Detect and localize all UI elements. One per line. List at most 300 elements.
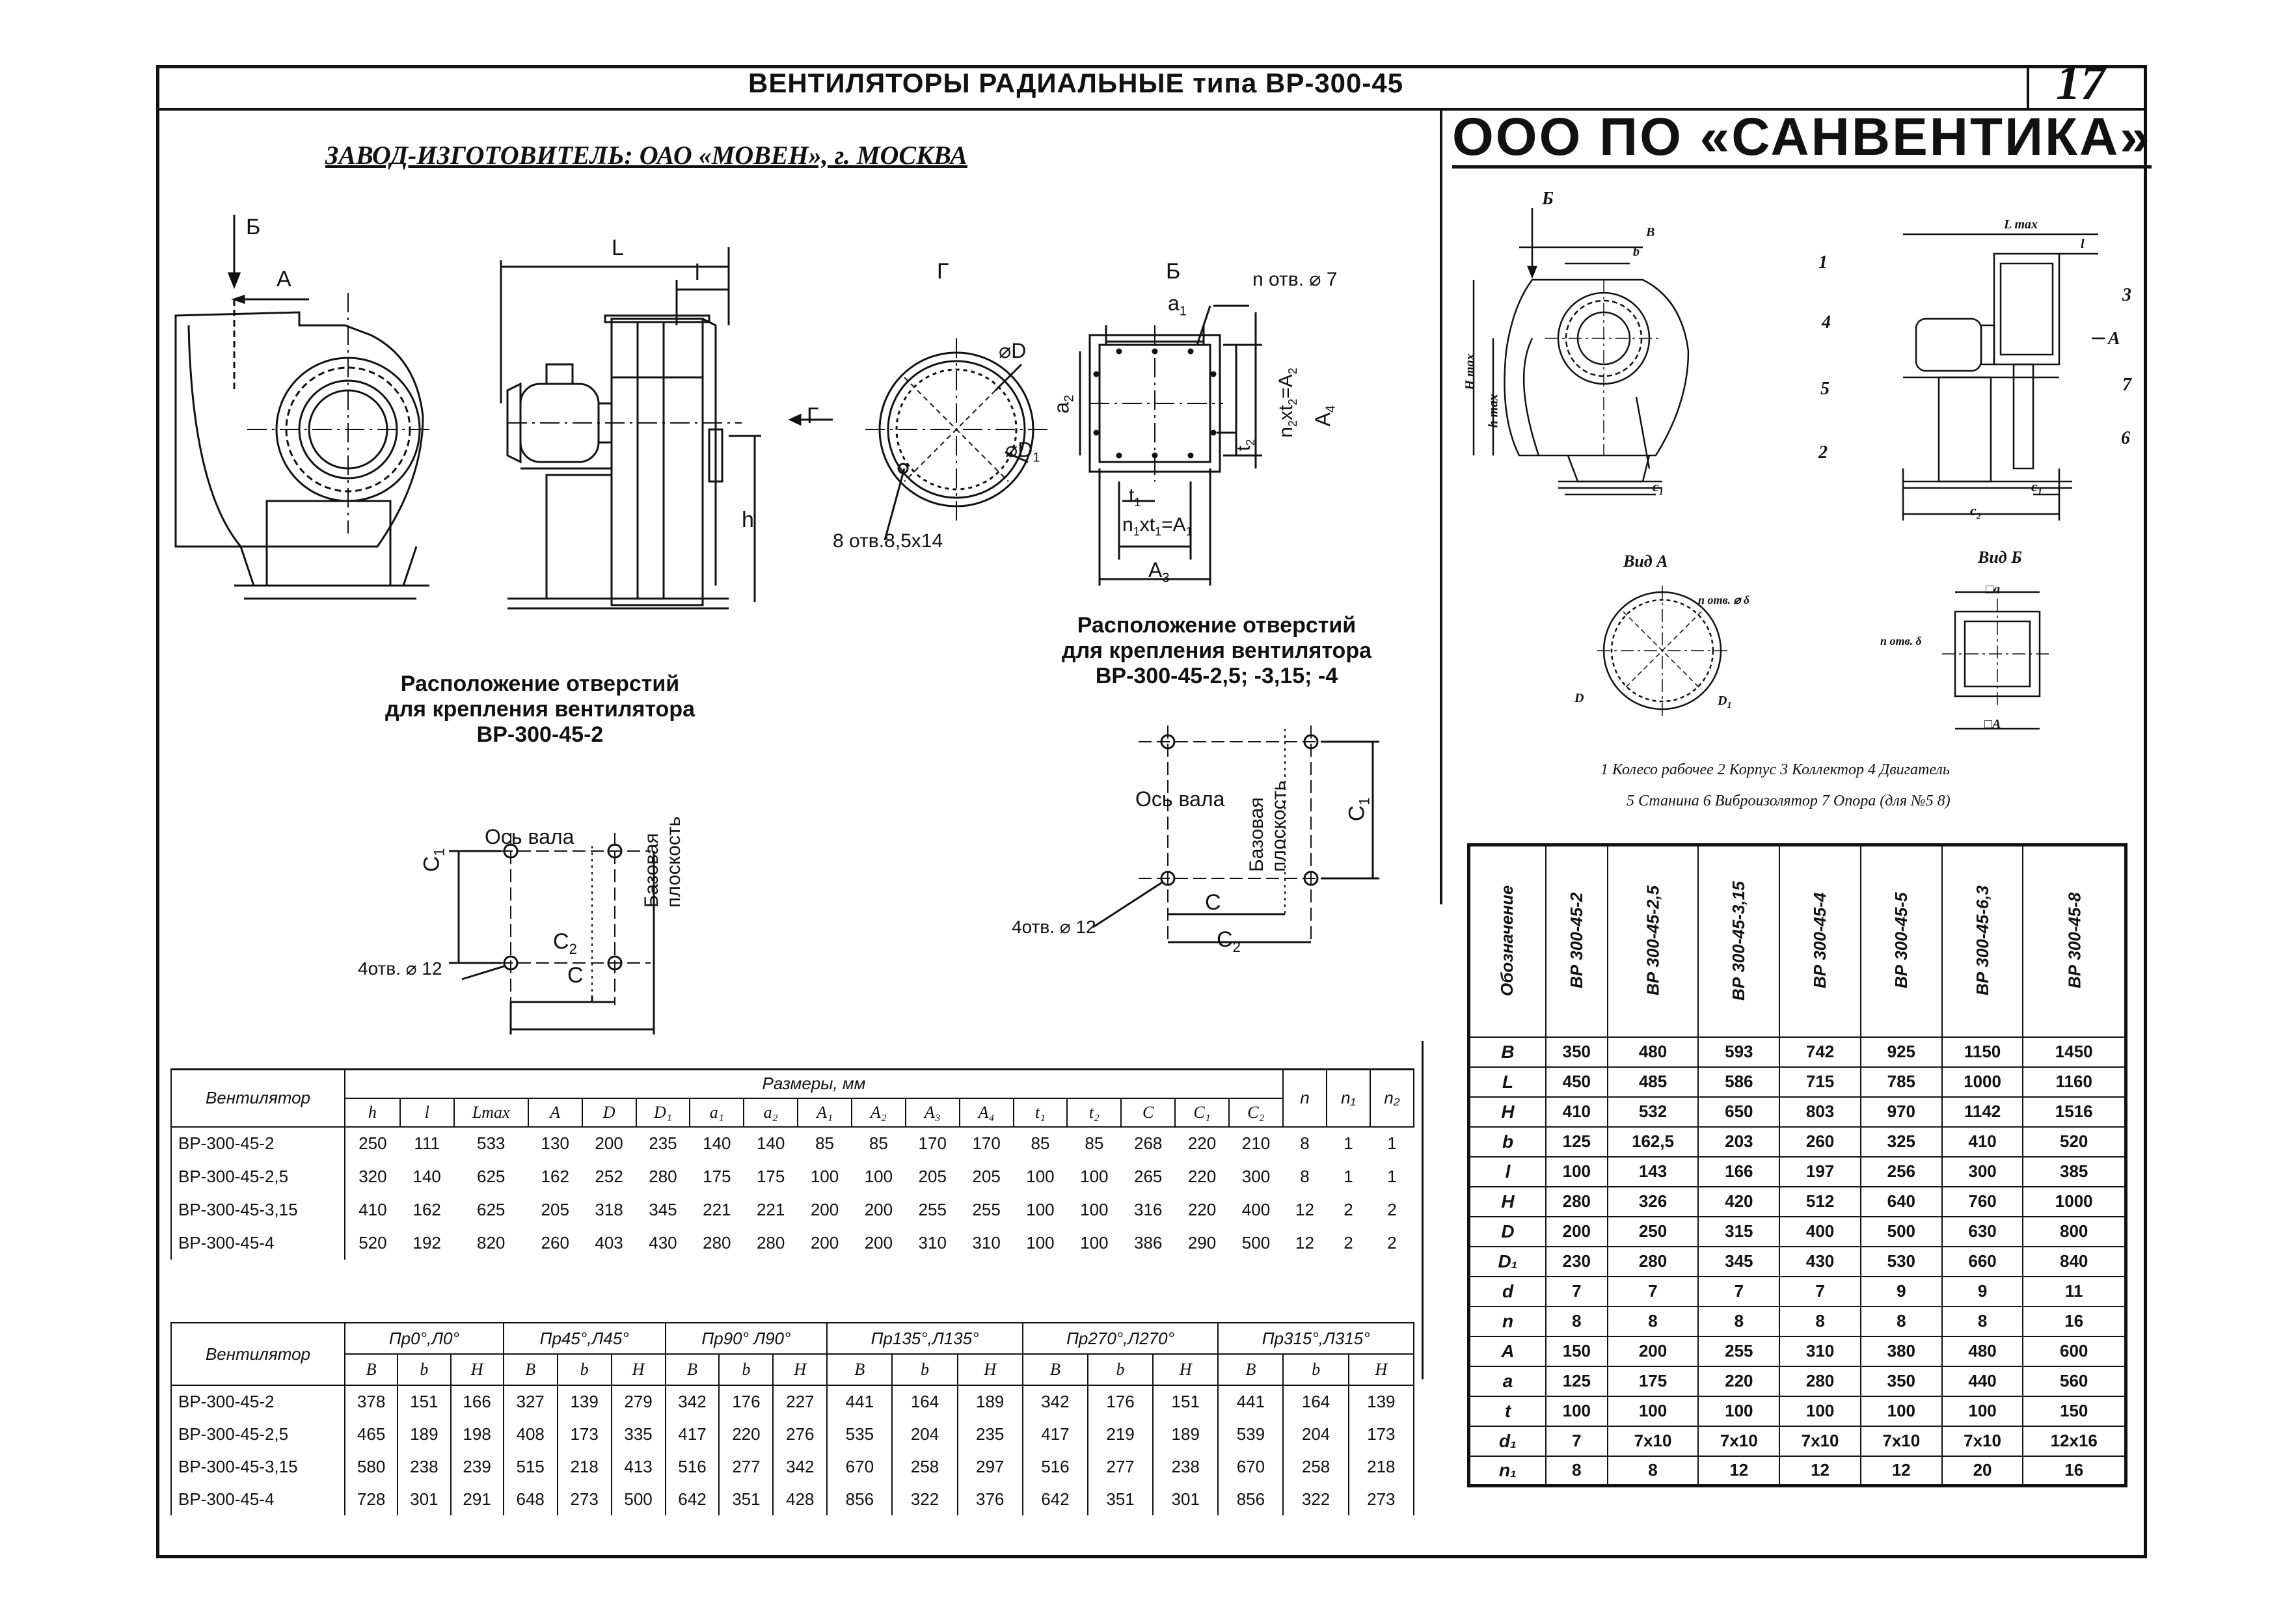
right-table-model: ВР 300-45-3,15 [1698, 845, 1779, 1037]
holes-left-c2: $C_2$ [553, 929, 577, 957]
pos-table-cell: 151 [1153, 1385, 1218, 1418]
dim-table-cell: 2 [1387, 1232, 1397, 1253]
page-title: ВЕНТИЛЯТОРЫ РАДИАЛЬНЫЕ типа ВР-300-45 [748, 68, 1404, 98]
pos-table-header-row [171, 1323, 1414, 1354]
pos-table-cell: 856 [1218, 1483, 1283, 1515]
dim-table-cell: 280 [703, 1232, 731, 1253]
right-table-cell: 480 [1608, 1037, 1699, 1067]
dim-table-cell: 100 [1080, 1199, 1109, 1219]
dim-table-cell: 140 [412, 1166, 441, 1186]
right-table-cell: 203 [1698, 1127, 1779, 1157]
rd-hmax: H max [1463, 353, 1478, 390]
holes-right-title: Расположение отверстий для крепления вентилятора ВР-300-45-2,5; -3,15; -4 [1061, 613, 1372, 689]
dim-table-fan-name: ВР-300-45-2 [171, 1127, 345, 1160]
right-table-cell: 1150 [1942, 1037, 2023, 1067]
dim-table-cell: 200 [595, 1133, 623, 1153]
label-view-g-arrow: Г [807, 403, 819, 428]
rd-D: D [1574, 691, 1584, 705]
right-table-cell: 8 [1779, 1307, 1861, 1336]
dim-table-cell: 2 [1344, 1199, 1353, 1219]
pos-table-subheader-row [171, 1354, 1414, 1385]
pos-table-sub-header: b [1088, 1354, 1153, 1385]
right-table-cell: 200 [1546, 1217, 1608, 1247]
pos-table-fan-name: ВР-300-45-2,5 [171, 1418, 345, 1450]
pos-table-sub-header: b [398, 1354, 450, 1385]
pos-table-cell: 189 [398, 1418, 450, 1450]
right-table-cell: 715 [1779, 1067, 1861, 1097]
holes-right-holes: 4отв. ⌀ 12 [1012, 917, 1096, 937]
dim-table-cell: 8 [1300, 1133, 1310, 1153]
right-table-row-label: A [1469, 1336, 1546, 1366]
dim-table-cell: 1 [1344, 1166, 1353, 1186]
pos-table-cell: 428 [773, 1483, 827, 1515]
pos-table-cell: 441 [1218, 1385, 1283, 1418]
holes-left-c: C [567, 963, 584, 988]
right-table-cell: 410 [1942, 1127, 2023, 1157]
dim-table-cell: 162 [541, 1166, 569, 1186]
dim-table-n-header: n₂ [1370, 1070, 1414, 1127]
mounting-holes-right [1093, 725, 1379, 943]
rd-callout-4: 4 [1822, 312, 1831, 332]
pos-table-cell: 279 [612, 1385, 666, 1418]
pos-table-sub-header: H [612, 1354, 666, 1385]
company-name: ООО ПО «САНВЕНТИКА» [1452, 109, 2152, 169]
right-table-cell: 100 [1942, 1396, 2023, 1426]
pos-table-cell: 277 [719, 1450, 773, 1483]
right-table-cell: 8 [1698, 1307, 1779, 1336]
right-table-row [1469, 1217, 2126, 1247]
pos-table-cell: 139 [1349, 1385, 1414, 1418]
dim-table-col-header: t₁ [1014, 1098, 1068, 1127]
right-table-cell: 100 [1698, 1396, 1779, 1426]
right-table-cell: 20 [1942, 1456, 2023, 1486]
dim-table-cell: 85 [1031, 1133, 1050, 1153]
pos-table-sub-header: b [1283, 1354, 1348, 1385]
positions-table [170, 1322, 1414, 1515]
rd-view-a: Вид А [1623, 552, 1668, 571]
rd-legend-2: 5 Станина 6 Виброизолятор 7 Опора (для №5 8) [1627, 792, 1951, 809]
pos-table-cell: 351 [1088, 1483, 1153, 1515]
dim-table-cell: 100 [1026, 1166, 1055, 1186]
right-table-cell: 197 [1779, 1157, 1861, 1187]
right-table-cell: 100 [1779, 1396, 1861, 1426]
pos-table-fan-name: ВР-300-45-2 [171, 1385, 345, 1418]
dim-table-cell: 170 [918, 1133, 947, 1153]
right-table-cell: 7 [1608, 1277, 1699, 1307]
right-table-cell: 485 [1608, 1067, 1699, 1097]
right-table-cell: 250 [1608, 1217, 1699, 1247]
label-dim-h: h [742, 508, 754, 532]
pos-table-cell: 258 [892, 1450, 957, 1483]
right-table-row-label: n₁ [1469, 1456, 1546, 1486]
pos-table-cell: 151 [398, 1385, 450, 1418]
pos-table-sub-header: H [451, 1354, 504, 1385]
right-table-cell: 7x10 [1779, 1426, 1861, 1456]
pos-table-cell: 535 [827, 1418, 892, 1450]
right-table-cell: 1142 [1942, 1097, 2023, 1127]
dim-table-col-header: a₂ [744, 1098, 798, 1127]
right-table-cell: 12x16 [2023, 1426, 2126, 1456]
dim-table-cell: 345 [649, 1199, 677, 1219]
pos-table-cell: 297 [958, 1450, 1023, 1483]
dim-table-fan-header: Вентилятор [171, 1070, 345, 1127]
dim-table-cell: 162 [412, 1199, 441, 1219]
dim-table-cell: 100 [1026, 1232, 1055, 1253]
label-holes-8: 8 отв.8,5х14 [833, 530, 943, 552]
dim-table-cell: 1 [1344, 1133, 1353, 1153]
right-table-cell: 630 [1942, 1217, 2023, 1247]
holes-right-axis: Ось вала [1135, 787, 1225, 811]
dim-table-cell: 100 [810, 1166, 839, 1186]
pos-table-fan-name: ВР-300-45-3,15 [171, 1450, 345, 1483]
holes-left-c1: $C_1$ [419, 848, 448, 873]
right-table-cell: 125 [1546, 1127, 1608, 1157]
right-table-row [1469, 1277, 2126, 1307]
pos-table-cell: 227 [773, 1385, 827, 1418]
pos-table-cell: 301 [398, 1483, 450, 1515]
right-table-cell: 220 [1698, 1366, 1779, 1396]
right-table-cell: 742 [1779, 1037, 1861, 1067]
right-table-cell: 9 [1942, 1277, 2023, 1307]
fan-housing-front-view [176, 215, 429, 599]
holes-right-c2: $C_2$ [1217, 927, 1241, 955]
dim-table-col-header: A₂ [852, 1098, 906, 1127]
right-table-cell: 840 [2023, 1247, 2126, 1277]
column-divider [1440, 111, 1442, 904]
dim-table-cell: 386 [1133, 1232, 1163, 1253]
label-view-b-title: Б [1166, 259, 1181, 284]
right-table-model: ВР 300-45-5 [1861, 845, 1942, 1037]
rd-c2: $c_2$ [1970, 502, 1981, 522]
right-table-cell: 326 [1608, 1187, 1699, 1217]
right-table-cell: 7 [1546, 1426, 1608, 1456]
rd-a-square: □a [1986, 582, 2001, 597]
pos-table-row [171, 1418, 1414, 1450]
right-table-cell: 8 [1546, 1456, 1608, 1486]
pos-table-cell: 516 [1023, 1450, 1088, 1483]
dim-table-cell: 1 [1387, 1166, 1397, 1186]
right-table-cell: 162,5 [1608, 1127, 1699, 1157]
dim-table-cell: 250 [358, 1133, 387, 1153]
dim-table-col-header: l [400, 1098, 454, 1127]
right-table-cell: 166 [1698, 1157, 1779, 1187]
dim-table-header-row [171, 1070, 1414, 1098]
dim-table-col-header: C₂ [1229, 1098, 1283, 1127]
label-view-b: Б [246, 215, 261, 239]
right-table-cell: 593 [1698, 1037, 1779, 1067]
right-table-cell: 450 [1546, 1067, 1608, 1097]
pos-table-cell: 539 [1218, 1418, 1283, 1450]
right-table-cell: 650 [1698, 1097, 1779, 1127]
right-table-cell: 410 [1546, 1097, 1608, 1127]
right-table-cell: 586 [1698, 1067, 1779, 1097]
dim-table-cell: 192 [412, 1232, 441, 1253]
right-table-cell: 100 [1861, 1396, 1942, 1426]
dim-table-cell: 205 [918, 1166, 947, 1186]
dim-table-cell: 410 [358, 1199, 387, 1219]
right-table-cell: 255 [1698, 1336, 1779, 1366]
right-table-cell: 430 [1779, 1247, 1861, 1277]
right-table-cell: 150 [1546, 1336, 1608, 1366]
right-table-cell: 970 [1861, 1097, 1942, 1127]
pos-table-cell: 239 [451, 1450, 504, 1483]
pos-table-cell: 670 [1218, 1450, 1283, 1483]
dim-table-row [171, 1226, 1414, 1260]
right-table-cell: 8 [1608, 1456, 1699, 1486]
pos-table-cell: 648 [504, 1483, 558, 1515]
dim-table-fan-name: ВР-300-45-3,15 [171, 1193, 345, 1226]
dim-table-cell: 200 [864, 1232, 893, 1253]
dim-table-cell: 280 [649, 1166, 677, 1186]
page-number: 17 [2056, 55, 2105, 110]
dim-table-cell: 205 [972, 1166, 1001, 1186]
pos-table-sub-header: B [827, 1354, 892, 1385]
dim-table-cell: 210 [1241, 1133, 1271, 1153]
right-table-cell: 16 [2023, 1307, 2126, 1336]
right-table-row-label: l [1469, 1157, 1546, 1187]
right-table-cell: 760 [1942, 1187, 2023, 1217]
pos-table-cell: 235 [958, 1418, 1023, 1450]
dim-table-cell: 175 [703, 1166, 731, 1186]
right-table-row-label: D [1469, 1217, 1546, 1247]
dim-table-col-header: A₃ [906, 1098, 960, 1127]
dim-table-cell: 235 [649, 1133, 677, 1153]
dim-table-cell: 1 [1387, 1133, 1397, 1153]
mounting-holes-left [449, 833, 654, 1035]
holes-left-base-plane: Базовая плоскость [641, 816, 684, 908]
right-table-cell: 125 [1546, 1366, 1608, 1396]
pos-table-row [171, 1385, 1414, 1418]
right-table-cell: 12 [1779, 1456, 1861, 1486]
pos-table-cell: 238 [1153, 1450, 1218, 1483]
pos-table-cell: 335 [612, 1418, 666, 1450]
page-number-divider [2027, 65, 2029, 111]
rd-c1: $c_1$ [1653, 478, 1664, 498]
dim-table-sizes-header: Размеры, мм [345, 1070, 1283, 1098]
pos-table-cell: 166 [451, 1385, 504, 1418]
label-a3: $A_3$ [1148, 558, 1170, 586]
dim-table-cell: 8 [1300, 1166, 1310, 1186]
right-table-cell: 400 [1779, 1217, 1861, 1247]
rd-l: l [2081, 237, 2085, 251]
dim-table-cell: 100 [864, 1166, 893, 1186]
label-n-holes: n отв. ⌀ 7 [1252, 269, 1338, 290]
right-table-cell: 512 [1779, 1187, 1861, 1217]
dim-table-cell: 500 [1241, 1232, 1271, 1253]
label-a2: $a_2$ [1049, 394, 1077, 414]
right-table-cell: 280 [1608, 1247, 1699, 1277]
right-table-cell: 8 [1608, 1307, 1699, 1336]
right-table-header-label: Обозначение [1469, 845, 1546, 1037]
right-table-row [1469, 1307, 2126, 1336]
right-table-cell: 532 [1608, 1097, 1699, 1127]
pos-table-sub-header: b [558, 1354, 612, 1385]
pos-table-cell: 301 [1153, 1483, 1218, 1515]
right-table-cell: 785 [1861, 1067, 1942, 1097]
right-table-cell: 150 [2023, 1396, 2126, 1426]
dim-table-col-header: D [582, 1098, 636, 1127]
pos-table-cell: 728 [345, 1483, 398, 1515]
dim-table-cell: 140 [703, 1133, 731, 1153]
pos-table-cell: 218 [1349, 1450, 1414, 1483]
rd-legend-1: 1 Колесо рабочее 2 Корпус 3 Коллектор 4 Двигатель [1600, 761, 1950, 778]
pos-table-cell: 417 [1023, 1418, 1088, 1450]
dim-table-row [171, 1160, 1414, 1193]
holes-right-c: C [1205, 890, 1221, 915]
dim-table-cell: 268 [1133, 1133, 1163, 1153]
right-table-row [1469, 1127, 2126, 1157]
right-table-row [1469, 1456, 2126, 1486]
rd-n-holes: n отв. ⌀ δ [1698, 593, 1750, 606]
dim-table-cell: 2 [1387, 1199, 1397, 1219]
pos-table-cell: 500 [612, 1483, 666, 1515]
pos-table-cell: 176 [719, 1385, 773, 1418]
pos-table-cell: 642 [666, 1483, 720, 1515]
right-table-cell: 143 [1608, 1157, 1699, 1187]
pos-table-sub-header: B [1218, 1354, 1283, 1385]
right-table-cell: 100 [1546, 1396, 1608, 1426]
pos-table-cell: 273 [558, 1483, 612, 1515]
dim-table-cell: 200 [810, 1232, 839, 1253]
dim-table-subheader-row [171, 1098, 1414, 1127]
pos-table-cell: 515 [504, 1450, 558, 1483]
pos-table-cell: 238 [398, 1450, 450, 1483]
pos-table-group-header: Пр0°,Л0° [345, 1323, 504, 1354]
right-table-cell: 440 [1942, 1366, 2023, 1396]
dim-table-n-header: n₁ [1327, 1070, 1370, 1127]
right-table-cell: 200 [1608, 1336, 1699, 1366]
right-table-cell: 385 [2023, 1157, 2126, 1187]
dim-table-cell: 221 [703, 1199, 731, 1219]
label-n2t2: $n_2xt_2=A_2$ [1275, 368, 1299, 438]
pos-table-cell: 516 [666, 1450, 720, 1483]
right-table-cell: 1450 [2023, 1037, 2126, 1067]
column-divider-lower [1422, 1041, 1424, 1379]
dim-table-col-header: Lmax [454, 1098, 528, 1127]
fan-drawings-right [1448, 182, 2150, 833]
pos-table-cell: 580 [345, 1450, 398, 1483]
right-table-cell: 345 [1698, 1247, 1779, 1277]
dim-table-cell: 12 [1295, 1232, 1314, 1253]
dim-table-cell: 221 [756, 1199, 785, 1219]
right-table-row [1469, 1187, 2126, 1217]
dim-table-cell: 85 [815, 1133, 834, 1153]
dim-table-cell: 403 [595, 1232, 623, 1253]
pos-table-cell: 351 [719, 1483, 773, 1515]
rd-callout-1: 1 [1818, 252, 1828, 273]
right-table-cell: 520 [2023, 1127, 2126, 1157]
pos-table-sub-header: B [666, 1354, 720, 1385]
right-table-cell: 300 [1942, 1157, 2023, 1187]
right-table-row-label: b [1469, 1127, 1546, 1157]
right-table-row [1469, 1157, 2126, 1187]
right-table-cell: 800 [2023, 1217, 2126, 1247]
dim-table-cell: 100 [1080, 1232, 1109, 1253]
right-table-row-label: H [1469, 1097, 1546, 1127]
dim-table-cell: 100 [1026, 1199, 1055, 1219]
dim-table-cell: 200 [864, 1199, 893, 1219]
rd-n1-holes: n отв. δ [1880, 634, 1922, 647]
dim-table-cell: 520 [358, 1232, 387, 1253]
pos-table-cell: 139 [558, 1385, 612, 1418]
pos-table-cell: 322 [892, 1483, 957, 1515]
right-table-model: ВР 300-45-8 [2023, 845, 2126, 1037]
pos-table-cell: 465 [345, 1418, 398, 1450]
dim-table-cell: 280 [756, 1232, 785, 1253]
pos-table-cell: 378 [345, 1385, 398, 1418]
right-table-cell: 8 [1861, 1307, 1942, 1336]
pos-table-cell: 291 [451, 1483, 504, 1515]
right-table-row-label: t [1469, 1396, 1546, 1426]
dim-table-col-header: h [345, 1098, 400, 1127]
rd-b-label: Б [1542, 189, 1554, 209]
pos-table-cell: 258 [1283, 1450, 1348, 1483]
right-table-cell: 9 [1861, 1277, 1942, 1307]
pos-table-cell: 327 [504, 1385, 558, 1418]
right-table-row-label: a [1469, 1366, 1546, 1396]
pos-table-sub-header: b [719, 1354, 773, 1385]
right-table-cell: 600 [2023, 1336, 2126, 1366]
pos-table-cell: 670 [827, 1450, 892, 1483]
right-table-row-label: D₁ [1469, 1247, 1546, 1277]
rd-callout-6: 6 [2121, 428, 2130, 448]
right-table-row [1469, 1097, 2126, 1127]
dim-table-col-header: A₄ [960, 1098, 1014, 1127]
right-table-cell: 280 [1779, 1366, 1861, 1396]
right-table-cell: 420 [1698, 1187, 1779, 1217]
label-a1: $a_1$ [1168, 291, 1187, 319]
pos-table-cell: 218 [558, 1450, 612, 1483]
dim-table-cell: 130 [541, 1133, 569, 1153]
label-dim-l: L [612, 236, 624, 260]
dim-table-cell: 820 [477, 1232, 506, 1253]
pos-table-cell: 220 [719, 1418, 773, 1450]
pos-table-cell: 408 [504, 1418, 558, 1450]
dim-table-cell: 255 [918, 1199, 947, 1219]
dim-table-cell: 220 [1187, 1133, 1217, 1153]
dim-table-cell: 85 [1085, 1133, 1104, 1153]
right-table-row [1469, 1247, 2126, 1277]
dim-table-cell: 252 [595, 1166, 623, 1186]
right-table-cell: 1160 [2023, 1067, 2126, 1097]
pos-table-cell: 342 [773, 1450, 827, 1483]
pos-table-cell: 164 [892, 1385, 957, 1418]
right-table-row [1469, 1396, 2126, 1426]
right-table-cell: 16 [2023, 1456, 2126, 1486]
dim-table-cell: 533 [477, 1133, 506, 1153]
rd-lmax: L max [2004, 217, 2038, 232]
dim-table-cell: 2 [1344, 1232, 1353, 1253]
pos-table-sub-header: B [1023, 1354, 1088, 1385]
dim-table-cell: 265 [1133, 1166, 1163, 1186]
dim-table-cell: 111 [414, 1133, 440, 1153]
pos-table-sub-header: b [892, 1354, 957, 1385]
right-table-cell: 12 [1698, 1456, 1779, 1486]
right-table-cell: 7x10 [1608, 1426, 1699, 1456]
pos-table-cell: 204 [1283, 1418, 1348, 1450]
dim-table-cell: 170 [972, 1133, 1001, 1153]
right-table-cell: 660 [1942, 1247, 2023, 1277]
right-table-model: ВР 300-45-6,3 [1942, 845, 2023, 1037]
pos-table-cell: 276 [773, 1418, 827, 1450]
pos-table-sub-header: B [345, 1354, 398, 1385]
pos-table-row [171, 1450, 1414, 1483]
right-table-cell: 100 [1546, 1157, 1608, 1187]
right-table-row [1469, 1426, 2126, 1456]
right-table-cell: 310 [1779, 1336, 1861, 1366]
pos-table-cell: 164 [1283, 1385, 1348, 1418]
label-t2: $t_2$ [1233, 439, 1258, 452]
